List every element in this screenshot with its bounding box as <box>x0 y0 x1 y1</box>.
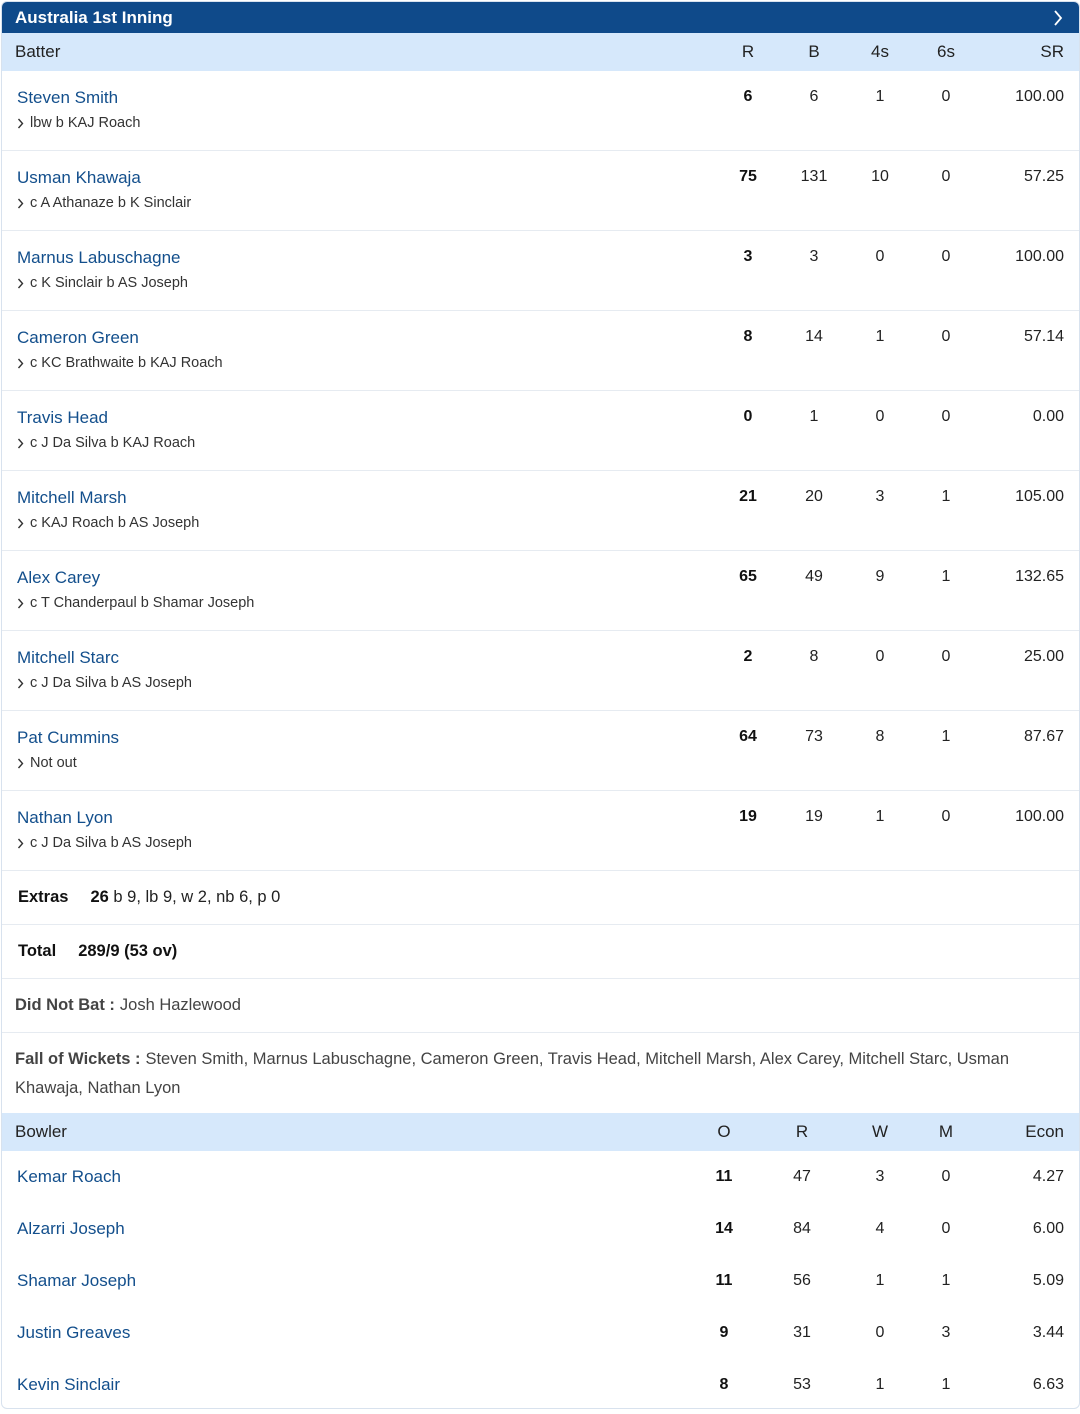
batter-row[interactable] <box>2 391 1079 471</box>
dismissal-text: c KC Brathwaite b KAJ Roach <box>30 355 223 371</box>
batter-cell <box>2 391 715 470</box>
bowler-row[interactable] <box>2 1359 1079 1409</box>
bowler-name-link[interactable]: Kevin Sinclair <box>17 1375 120 1394</box>
bowler-row[interactable] <box>2 1203 1079 1255</box>
bowling-runs-value: 53 <box>793 1376 811 1393</box>
economy-value: 6.00 <box>1032 1220 1064 1237</box>
fours-value: 1 <box>875 88 885 105</box>
runs-value: 0 <box>743 408 753 425</box>
runs-value: 8 <box>743 328 753 345</box>
dismissal-toggle[interactable] <box>17 435 715 451</box>
runs-value: 2 <box>743 648 753 665</box>
maidens-value: 1 <box>941 1272 951 1289</box>
bowler-name-link[interactable]: Kemar Roach <box>17 1167 121 1186</box>
dismissal-text: c J Da Silva b AS Joseph <box>30 675 192 691</box>
sixes-value: 0 <box>941 408 951 425</box>
bowler-row[interactable] <box>2 1255 1079 1307</box>
balls-value: 20 <box>805 488 823 505</box>
overs-value: 11 <box>715 1168 733 1185</box>
runs-value: 21 <box>739 488 757 505</box>
dismissal-toggle[interactable] <box>17 755 715 771</box>
strike-rate-value: 105.00 <box>1015 488 1064 505</box>
extras-value <box>90 888 280 907</box>
bowling-header <box>2 1113 1079 1151</box>
dismissal-toggle[interactable] <box>17 275 715 291</box>
innings-title-bar[interactable] <box>2 2 1079 33</box>
runs-value: 3 <box>743 248 753 265</box>
strike-rate-value: 132.65 <box>1015 568 1064 585</box>
bowler-name-link[interactable]: Shamar Joseph <box>17 1271 137 1290</box>
chevron-right-icon <box>17 358 30 369</box>
bowling-runs-column-header: R <box>795 1122 809 1141</box>
bowler-row[interactable] <box>2 1307 1079 1359</box>
economy-value: 5.09 <box>1032 1272 1064 1289</box>
balls-value: 19 <box>805 808 823 825</box>
fours-value: 1 <box>875 328 885 345</box>
dismissal-text: lbw b KAJ Roach <box>30 115 141 131</box>
bowler-name-link[interactable]: Alzarri Joseph <box>17 1219 125 1238</box>
runs-value: 75 <box>739 168 757 185</box>
dismissal-toggle[interactable] <box>17 195 715 211</box>
batter-cell <box>2 151 715 230</box>
batting-header <box>2 33 1079 71</box>
balls-value: 8 <box>809 648 819 665</box>
strike-rate-value: 25.00 <box>1023 648 1064 665</box>
fours-value: 9 <box>875 568 885 585</box>
bowler-cell <box>2 1323 679 1343</box>
bowler-name-link[interactable]: Justin Greaves <box>17 1323 131 1342</box>
did-not-bat-row <box>2 979 1079 1033</box>
wickets-column-header: W <box>871 1122 889 1141</box>
runs-value: 19 <box>739 808 757 825</box>
batter-cell <box>2 311 715 390</box>
bowler-cell <box>2 1375 679 1395</box>
overs-value: 8 <box>719 1376 729 1393</box>
did-not-bat-value: Josh Hazlewood <box>119 996 241 1014</box>
strike-rate-value: 87.67 <box>1023 728 1064 745</box>
bowler-cell <box>2 1271 679 1291</box>
fours-column-header: 4s <box>871 42 889 61</box>
sixes-value: 0 <box>941 248 951 265</box>
batter-name-link[interactable]: Nathan Lyon <box>17 808 113 827</box>
bowling-runs-value: 31 <box>793 1324 811 1341</box>
overs-value: 9 <box>719 1324 729 1341</box>
total-label: Total <box>18 942 57 960</box>
dismissal-toggle[interactable] <box>17 515 715 531</box>
bowler-cell <box>2 1167 679 1187</box>
balls-value: 14 <box>805 328 823 345</box>
innings-title: Australia 1st Inning <box>15 7 173 27</box>
wickets-value: 0 <box>875 1324 885 1341</box>
dismissal-toggle[interactable] <box>17 115 715 131</box>
strike-rate-value: 100.00 <box>1015 248 1064 265</box>
total-row <box>2 925 1079 979</box>
batter-cell <box>2 631 715 710</box>
extras-total: 26 <box>90 888 109 906</box>
wickets-value: 4 <box>875 1220 885 1237</box>
extras-detail: b 9, lb 9, w 2, nb 6, p 0 <box>113 888 281 906</box>
batter-cell <box>2 71 715 150</box>
chevron-right-icon <box>17 518 30 529</box>
batter-cell <box>2 711 715 790</box>
balls-value: 49 <box>805 568 823 585</box>
batter-name-link[interactable]: Steven Smith <box>17 88 119 107</box>
chevron-right-icon <box>17 278 30 289</box>
batter-column-header: Batter <box>15 42 61 61</box>
fours-value: 1 <box>875 808 885 825</box>
strike-rate-value: 100.00 <box>1015 88 1064 105</box>
fours-value: 0 <box>875 648 885 665</box>
runs-column-header: R <box>741 42 755 61</box>
maidens-value: 0 <box>941 1168 951 1185</box>
chevron-right-icon <box>17 598 30 609</box>
batter-cell <box>2 551 715 630</box>
extras-row <box>2 871 1079 925</box>
sixes-value: 0 <box>941 328 951 345</box>
sixes-value: 0 <box>941 88 951 105</box>
chevron-right-icon[interactable] <box>1049 9 1067 27</box>
maidens-value: 1 <box>941 1376 951 1393</box>
batter-row[interactable] <box>2 711 1079 791</box>
batter-row[interactable] <box>2 471 1079 551</box>
balls-column-header: B <box>808 42 820 61</box>
fours-value: 0 <box>875 248 885 265</box>
scorecard-card <box>1 1 1080 1409</box>
dismissal-text: c A Athanaze b K Sinclair <box>30 195 192 211</box>
maidens-column-header: M <box>938 1122 954 1141</box>
balls-value: 3 <box>809 248 819 265</box>
wickets-value: 3 <box>875 1168 885 1185</box>
chevron-right-icon <box>17 838 30 849</box>
chevron-right-icon <box>17 198 30 209</box>
economy-column-header: Econ <box>1025 1122 1064 1141</box>
dismissal-text: c T Chanderpaul b Shamar Joseph <box>30 595 255 611</box>
strike-rate-value: 0.00 <box>1032 408 1064 425</box>
bowling-runs-value: 56 <box>793 1272 811 1289</box>
strike-rate-value: 100.00 <box>1015 808 1064 825</box>
fours-value: 0 <box>875 408 885 425</box>
batter-row[interactable] <box>2 151 1079 231</box>
batter-name-link[interactable]: Alex Carey <box>17 568 101 587</box>
bowler-cell <box>2 1219 679 1239</box>
batter-row[interactable] <box>2 311 1079 391</box>
chevron-right-icon <box>17 438 30 449</box>
strike-rate-value: 57.14 <box>1023 328 1064 345</box>
batter-row[interactable] <box>2 231 1079 311</box>
runs-value: 6 <box>743 88 753 105</box>
extras-label: Extras <box>18 888 69 906</box>
batter-name-link[interactable]: Mitchell Marsh <box>17 488 127 507</box>
sixes-value: 1 <box>941 568 951 585</box>
total-value: 289/9 (53 ov) <box>78 942 178 960</box>
dismissal-toggle[interactable] <box>17 355 715 371</box>
strike-rate-column-header: SR <box>1040 42 1064 61</box>
fours-value: 10 <box>871 168 889 185</box>
batting-list <box>2 71 1079 871</box>
sixes-value: 0 <box>941 808 951 825</box>
chevron-right-icon <box>17 118 30 129</box>
dismissal-text: Not out <box>30 755 77 771</box>
runs-value: 64 <box>739 728 757 745</box>
economy-value: 6.63 <box>1032 1376 1064 1393</box>
batter-cell <box>2 231 715 310</box>
bowling-list <box>2 1151 1079 1409</box>
fours-value: 8 <box>875 728 885 745</box>
overs-value: 11 <box>715 1272 733 1289</box>
batter-row[interactable] <box>2 791 1079 871</box>
fall-of-wickets-value: Steven Smith, Marnus Labuschagne, Cameron Green, Travis Head, Mitchell Marsh, Alex Carey, Mitchell Starc, Usman Khawaja, Nathan Lyon <box>15 1050 1010 1097</box>
sixes-value: 0 <box>941 168 951 185</box>
bowling-runs-value: 84 <box>793 1220 811 1237</box>
fall-of-wickets-label: Fall of Wickets : <box>15 1050 141 1068</box>
economy-value: 3.44 <box>1032 1324 1064 1341</box>
balls-value: 1 <box>809 408 819 425</box>
batter-name-link[interactable]: Pat Cummins <box>17 728 120 747</box>
sixes-value: 1 <box>941 488 951 505</box>
balls-value: 6 <box>809 88 819 105</box>
fours-value: 3 <box>875 488 885 505</box>
bowler-row[interactable] <box>2 1151 1079 1203</box>
sixes-column-header: 6s <box>937 42 955 61</box>
dismissal-text: c KAJ Roach b AS Joseph <box>30 515 200 531</box>
maidens-value: 3 <box>941 1324 951 1341</box>
overs-column-header: O <box>717 1122 731 1141</box>
dismissal-text: c J Da Silva b AS Joseph <box>30 835 192 851</box>
dismissal-toggle[interactable] <box>17 835 715 851</box>
strike-rate-value: 57.25 <box>1023 168 1064 185</box>
batter-name-link[interactable]: Marnus Labuschagne <box>17 248 181 267</box>
overs-value: 14 <box>715 1220 733 1237</box>
bowler-column-header: Bowler <box>15 1122 67 1141</box>
maidens-value: 0 <box>941 1220 951 1237</box>
balls-value: 131 <box>800 168 828 185</box>
bowling-runs-value: 47 <box>793 1168 811 1185</box>
dismissal-toggle[interactable] <box>17 595 715 611</box>
dismissal-text: c K Sinclair b AS Joseph <box>30 275 188 291</box>
fall-of-wickets-row <box>2 1033 1079 1113</box>
did-not-bat-label: Did Not Bat : <box>15 996 115 1014</box>
batter-name-link[interactable]: Cameron Green <box>17 328 139 347</box>
sixes-value: 1 <box>941 728 951 745</box>
dismissal-toggle[interactable] <box>17 675 715 691</box>
batter-name-link[interactable]: Usman Khawaja <box>17 168 141 187</box>
batter-cell <box>2 471 715 550</box>
sixes-value: 0 <box>941 648 951 665</box>
chevron-right-icon <box>17 758 30 769</box>
runs-value: 65 <box>739 568 757 585</box>
batter-row[interactable] <box>2 71 1079 151</box>
economy-value: 4.27 <box>1032 1168 1064 1185</box>
wickets-value: 1 <box>875 1376 885 1393</box>
batter-row[interactable] <box>2 631 1079 711</box>
batter-row[interactable] <box>2 551 1079 631</box>
balls-value: 73 <box>805 728 823 745</box>
dismissal-text: c J Da Silva b KAJ Roach <box>30 435 196 451</box>
chevron-right-icon <box>17 678 30 689</box>
batter-cell <box>2 791 715 870</box>
wickets-value: 1 <box>875 1272 885 1289</box>
batter-name-link[interactable]: Mitchell Starc <box>17 648 120 667</box>
batter-name-link[interactable]: Travis Head <box>17 408 109 427</box>
